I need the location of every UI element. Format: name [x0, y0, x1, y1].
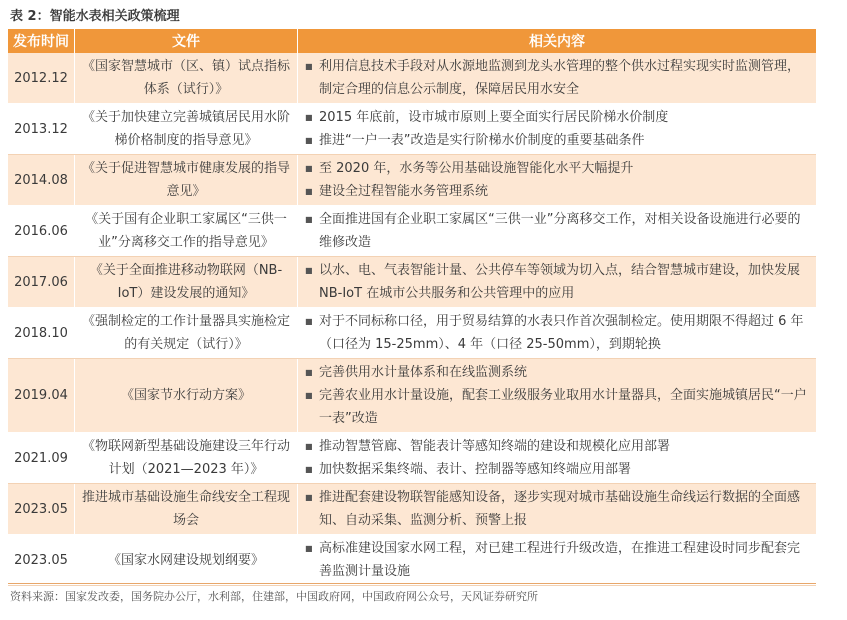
- content-bullet-list: [304, 435, 810, 481]
- content-bullet-list: [304, 106, 810, 152]
- table-row: [8, 104, 816, 155]
- row-date: 2016.06: [8, 206, 75, 257]
- table-row: [8, 359, 816, 433]
- content-bullet-item: ■ 建设全过程智能水务管理系统: [304, 180, 810, 203]
- row-file: 《关于全面推进移动物联网（NB-IoT）建设发展的通知》: [75, 257, 298, 308]
- row-file: 《国家水网建设规划纲要》: [75, 535, 298, 586]
- table-row: [8, 484, 816, 535]
- row-date: 2018.10: [8, 308, 75, 359]
- row-file: 《物联网新型基础设施建设三年行动计划（2021—2023 年）》: [75, 433, 298, 484]
- table-row: [8, 535, 816, 586]
- row-content: [298, 359, 817, 433]
- content-bullet-list: [304, 157, 810, 203]
- header-date: 发布时间: [8, 29, 75, 53]
- row-file: 推进城市基础设施生命线安全工程现场会: [75, 484, 298, 535]
- header-file: 文件: [75, 29, 298, 53]
- content-bullet-item: ■ 推进“一户一表”改造是实行阶梯水价制度的重要基础条件: [304, 129, 810, 152]
- content-bullet-item: ■ 完善供用水计量体系和在线监测系统: [304, 361, 810, 384]
- content-bullet-item: ■ 推动智慧管廊、智能表计等感知终端的建设和规模化应用部署: [304, 435, 810, 458]
- row-date: 2017.06: [8, 257, 75, 308]
- table-row: [8, 206, 816, 257]
- row-content: [298, 104, 817, 155]
- row-content: [298, 484, 817, 535]
- content-bullet-item: ■ 高标准建设国家水网工程，对已建工程进行升级改造，在推进工程建设时同步配套完善监测计量设施: [304, 537, 810, 583]
- table-header-row: [8, 29, 816, 53]
- table-row: [8, 433, 816, 484]
- row-file: 《关于促进智慧城市健康发展的指导意见》: [75, 155, 298, 206]
- table-row: [8, 257, 816, 308]
- row-file: 《国家节水行动方案》: [75, 359, 298, 433]
- row-date: 2014.08: [8, 155, 75, 206]
- row-date: 2023.05: [8, 535, 75, 586]
- content-bullet-item: ■ 对于不同标称口径，用于贸易结算的水表只作首次强制检定。使用期限不得超过 6 年（口径为 15-25mm）、4 年（口径 25-50mm），到期轮换: [304, 310, 810, 356]
- table-row: [8, 53, 816, 104]
- row-content: [298, 308, 817, 359]
- row-date: 2023.05: [8, 484, 75, 535]
- header-content: 相关内容: [298, 29, 817, 53]
- row-date: 2013.12: [8, 104, 75, 155]
- content-bullet-item: ■ 完善农业用水计量设施，配套工业级服务业取用水计量器具，全面实施城镇居民“一户一表”改造: [304, 384, 810, 430]
- source-note: 资料来源：国家发改委，国务院办公厅，水利部，住建部，中国政府网，中国政府网公众号，天风证券研究所: [10, 590, 538, 603]
- row-file: 《关于国有企业职工家属区“三供一业”分离移交工作的指导意见》: [75, 206, 298, 257]
- content-bullet-item: ■ 加快数据采集终端、表计、控制器等感知终端应用部署: [304, 458, 810, 481]
- content-bullet-list: [304, 310, 810, 356]
- table-caption: 表 2：智能水表相关政策梳理: [10, 9, 180, 24]
- row-content: [298, 535, 817, 586]
- content-bullet-item: ■ 2015 年底前，设市城市原则上要全面实行居民阶梯水价制度: [304, 106, 810, 129]
- table-row: [8, 308, 816, 359]
- row-content: [298, 206, 817, 257]
- content-bullet-list: [304, 537, 810, 583]
- content-bullet-list: [304, 259, 810, 305]
- content-bullet-item: ■ 推进配套建设物联智能感知设备，逐步实现对城市基础设施生命线运行数据的全面感知、自动采集、监测分析、预警上报: [304, 486, 810, 532]
- table-bottom-rule: [8, 583, 816, 584]
- row-date: 2021.09: [8, 433, 75, 484]
- content-bullet-item: ■ 以水、电、气表智能计量、公共停车等领域为切入点，结合智慧城市建设，加快发展 NB-IoT 在城市公共服务和公共管理中的应用: [304, 259, 810, 305]
- table-row: [8, 155, 816, 206]
- content-bullet-item: ■ 至 2020 年，水务等公用基础设施智能化水平大幅提升: [304, 157, 810, 180]
- row-content: [298, 257, 817, 308]
- content-bullet-item: ■ 全面推进国有企业职工家属区“三供一业”分离移交工作，对相关设备设施进行必要的维修改造: [304, 208, 810, 254]
- table-body: [8, 53, 816, 586]
- policy-table: [8, 29, 816, 586]
- row-file: 《国家智慧城市（区、镇）试点指标体系（试行）》: [75, 53, 298, 104]
- row-file: 《关于加快建立完善城镇居民用水阶梯价格制度的指导意见》: [75, 104, 298, 155]
- content-bullet-item: ■ 利用信息技术手段对从水源地监测到龙头水管理的整个供水过程实现实时监测管理，制定合理的信息公示制度，保障居民用水安全: [304, 55, 810, 101]
- row-date: 2019.04: [8, 359, 75, 433]
- row-date: 2012.12: [8, 53, 75, 104]
- row-content: [298, 155, 817, 206]
- row-content: [298, 53, 817, 104]
- content-bullet-list: [304, 486, 810, 532]
- content-bullet-list: [304, 208, 810, 254]
- row-file: 《强制检定的工作计量器具实施检定的有关规定（试行）》: [75, 308, 298, 359]
- content-bullet-list: [304, 361, 810, 430]
- content-bullet-list: [304, 55, 810, 101]
- row-content: [298, 433, 817, 484]
